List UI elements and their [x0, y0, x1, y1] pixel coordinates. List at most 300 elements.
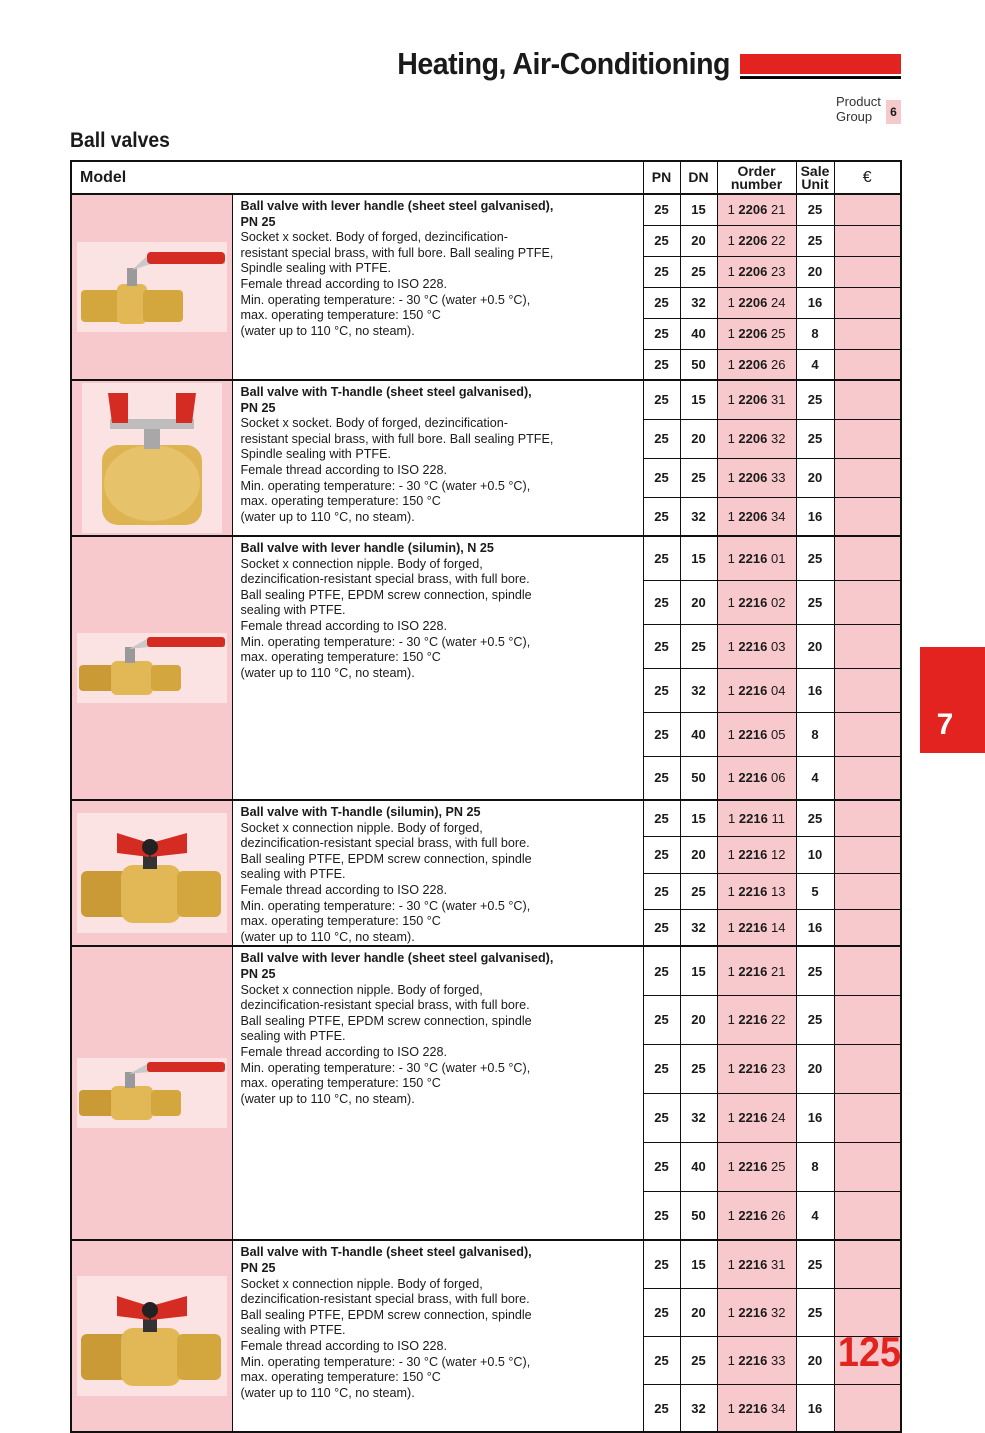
table-row [71, 536, 901, 580]
price-cell[interactable] [834, 318, 901, 349]
sale-unit-cell: 16 [796, 910, 834, 947]
column-header-model: Model [71, 161, 643, 194]
order-suffix: 26 [770, 356, 786, 372]
dn-cell: 32 [680, 287, 717, 318]
order-prefix: 1 [727, 295, 735, 310]
sale-unit-cell: 20 [796, 624, 834, 668]
dn-cell: 20 [680, 837, 717, 874]
price-cell[interactable] [834, 837, 901, 874]
dn-cell: 32 [680, 910, 717, 947]
order-prefix: 1 [727, 638, 735, 654]
sale-unit-cell: 25 [796, 194, 834, 225]
order-number-cell [717, 458, 796, 497]
order-suffix: 34 [770, 508, 786, 524]
price-cell[interactable] [834, 225, 901, 256]
order-number-cell [717, 1191, 796, 1240]
dn-cell: 50 [680, 349, 717, 380]
order-prefix: 1 [727, 550, 735, 566]
price-cell[interactable] [834, 580, 901, 624]
order-number-cell [717, 1288, 796, 1336]
dn-cell: 20 [680, 995, 717, 1044]
price-cell[interactable] [834, 873, 901, 910]
order-suffix: 01 [770, 550, 786, 566]
pn-cell: 25 [643, 1191, 680, 1240]
order-prefix: 1 [727, 264, 735, 279]
pn-cell: 25 [643, 419, 680, 458]
dn-cell: 50 [680, 756, 717, 800]
order-prefix: 1 [727, 202, 735, 218]
order-prefix: 1 [727, 1012, 735, 1028]
description-line: Ball sealing PTFE, EPDM screw connection, spindle [240, 1307, 532, 1322]
order-prefix: 1 [728, 811, 736, 827]
description-line: (water up to 110 °C, no steam). [240, 323, 415, 338]
pn-cell: 25 [643, 946, 680, 995]
order-suffix: 13 [770, 883, 786, 899]
dn-cell: 40 [680, 318, 717, 349]
sale-unit-cell: 4 [796, 1191, 834, 1240]
pn-cell: 25 [643, 1093, 680, 1142]
order-main: 2216 [738, 682, 768, 698]
order-number-cell [717, 1240, 796, 1288]
price-cell[interactable] [834, 497, 901, 536]
header-rule [740, 76, 901, 77]
description-line: Socket x connection nipple. Body of forged, [240, 820, 483, 835]
order-main: 2216 [738, 1159, 768, 1175]
product-title-line2: PN 25 [240, 214, 276, 229]
order-main: 2216 [738, 550, 768, 566]
price-cell[interactable] [834, 536, 901, 580]
product-title: Ball valve with lever handle (sheet steel galvanised), [240, 199, 554, 213]
product-image-cell [71, 380, 232, 536]
description-line: (water up to 110 °C, no steam). [240, 1091, 415, 1106]
description-line: Female thread according to ISO 228. [240, 618, 448, 633]
ball-valves-table [70, 160, 902, 1433]
order-suffix: 32 [770, 1304, 786, 1320]
dn-cell: 25 [680, 256, 717, 287]
description-line: sealing with PTFE. [240, 867, 346, 882]
t-handle-valve-image [72, 383, 232, 533]
order-prefix: 1 [727, 1208, 735, 1224]
order-suffix: 06 [770, 770, 786, 786]
sale-header-line2: Unit [801, 175, 829, 192]
dn-cell: 20 [680, 419, 717, 458]
dn-cell: 15 [680, 1240, 717, 1288]
order-main: 2206 [738, 508, 768, 524]
sale-unit-cell: 20 [796, 256, 834, 287]
order-number-cell [717, 349, 796, 380]
order-main: 2216 [738, 1012, 768, 1028]
order-suffix: 05 [770, 726, 786, 742]
column-header-dn: DN [680, 161, 717, 194]
product-description [232, 380, 643, 536]
pn-cell: 25 [643, 668, 680, 712]
order-number-cell [717, 225, 796, 256]
price-cell[interactable] [834, 380, 901, 419]
description-line: dezincification-resistant special brass, with full bore. [240, 998, 530, 1013]
sale-unit-cell: 16 [796, 287, 834, 318]
sale-unit-cell: 16 [796, 668, 834, 712]
order-number-cell [717, 756, 796, 800]
order-suffix: 32 [770, 431, 786, 446]
lever-handle-nipple-valve-image [72, 633, 232, 703]
order-suffix: 02 [770, 594, 786, 610]
order-suffix: 21 [770, 963, 786, 979]
order-number-cell [717, 1093, 796, 1142]
description-line: Min. operating temperature: - 30 °C (water +0.5 °C), [240, 898, 531, 913]
column-header-order-number [717, 161, 796, 194]
order-number-cell [717, 668, 796, 712]
product-description [232, 946, 643, 1240]
pn-cell: 25 [643, 497, 680, 536]
order-main: 2206 [738, 431, 768, 446]
order-number-cell [717, 800, 796, 837]
price-cell[interactable] [834, 349, 901, 380]
price-cell[interactable] [834, 1384, 901, 1432]
description-line: sealing with PTFE. [240, 603, 346, 618]
order-suffix: 12 [770, 847, 786, 863]
price-cell[interactable] [834, 1240, 901, 1288]
order-main: 2216 [738, 963, 768, 979]
order-prefix: 1 [727, 392, 735, 408]
dn-cell: 15 [680, 380, 717, 419]
pn-cell: 25 [643, 995, 680, 1044]
price-cell[interactable] [834, 668, 901, 712]
order-number-cell [717, 536, 796, 580]
dn-cell: 25 [680, 458, 717, 497]
description-line: Ball sealing PTFE, EPDM screw connection, spindle [240, 1013, 532, 1028]
order-main: 2216 [738, 1061, 768, 1077]
description-line: Spindle sealing with PTFE. [240, 261, 391, 276]
description-line: Min. operating temperature: - 30 °C (water +0.5 °C), [240, 1060, 531, 1075]
order-main: 2216 [738, 594, 768, 610]
order-suffix: 31 [770, 1257, 786, 1273]
t-handle-nipple-valve-image [72, 1276, 232, 1396]
dn-cell: 32 [680, 1384, 717, 1432]
order-main: 2216 [738, 1110, 768, 1126]
dn-cell: 25 [680, 1044, 717, 1093]
description-line: Socket x socket. Body of forged, dezincification- [240, 416, 508, 431]
order-prefix: 1 [727, 1352, 735, 1368]
description-line: Female thread according to ISO 228. [240, 1338, 448, 1353]
pn-cell: 25 [643, 800, 680, 837]
order-suffix: 11 [771, 811, 785, 827]
sale-unit-cell: 4 [796, 349, 834, 380]
sale-unit-cell: 8 [796, 1142, 834, 1191]
order-prefix: 1 [727, 326, 735, 341]
pn-cell: 25 [643, 580, 680, 624]
header-accent-bar [740, 54, 901, 77]
order-suffix: 14 [770, 920, 786, 936]
order-main: 2216 [738, 811, 768, 827]
product-title: Ball valve with T-handle (silumin), PN 25 [240, 805, 481, 819]
table-row [71, 380, 901, 419]
order-header-line2: number [730, 175, 783, 192]
order-prefix: 1 [727, 431, 735, 446]
price-cell[interactable] [834, 1191, 901, 1240]
product-title: Ball valve with lever handle (silumin), N 25 [240, 541, 494, 555]
description-line: Socket x connection nipple. Body of forged, [240, 1276, 483, 1291]
description-line: Female thread according to ISO 228. [240, 462, 448, 477]
order-main: 2216 [738, 770, 768, 786]
order-suffix: 23 [770, 264, 786, 279]
product-title-line2: PN 25 [240, 400, 276, 415]
order-number-cell [717, 995, 796, 1044]
product-description [232, 536, 643, 800]
order-prefix: 1 [727, 1061, 735, 1077]
order-prefix: 1 [727, 594, 735, 610]
price-cell[interactable] [834, 624, 901, 668]
order-main: 2216 [738, 1400, 768, 1416]
dn-cell: 32 [680, 1093, 717, 1142]
sale-unit-cell: 25 [796, 1288, 834, 1336]
description-line: Female thread according to ISO 228. [240, 882, 448, 897]
description-line: Spindle sealing with PTFE. [240, 447, 391, 462]
pn-cell: 25 [643, 712, 680, 756]
table-row [71, 800, 901, 837]
table-header-row [71, 161, 901, 194]
order-number-cell [717, 624, 796, 668]
order-prefix: 1 [727, 356, 735, 372]
order-suffix: 33 [770, 1352, 786, 1368]
product-title: Ball valve with T-handle (sheet steel galvanised), [240, 1245, 532, 1260]
pn-cell: 25 [643, 458, 680, 497]
sale-unit-cell: 25 [796, 225, 834, 256]
description-line: Socket x connection nipple. Body of forged, [240, 982, 483, 997]
order-main: 2206 [738, 264, 768, 279]
price-cell[interactable] [834, 1044, 901, 1093]
dn-cell: 20 [680, 1288, 717, 1336]
order-main: 2216 [738, 726, 768, 742]
description-line: (water up to 110 °C, no steam). [240, 665, 415, 680]
product-description [232, 1240, 643, 1432]
order-main: 2206 [738, 233, 768, 248]
price-cell[interactable] [834, 419, 901, 458]
description-line: max. operating temperature: 150 °C [240, 1076, 441, 1091]
description-line: Female thread according to ISO 228. [240, 276, 448, 291]
description-line: (water up to 110 °C, no steam). [240, 929, 415, 944]
product-image-cell [71, 194, 232, 380]
pn-cell: 25 [643, 194, 680, 225]
sale-unit-cell: 25 [796, 800, 834, 837]
sale-unit-cell: 25 [796, 580, 834, 624]
order-prefix: 1 [727, 1257, 735, 1273]
description-line: (water up to 110 °C, no steam). [240, 509, 415, 524]
page-header-title: Heating, Air-Conditioning [397, 46, 730, 81]
sale-unit-cell: 25 [796, 419, 834, 458]
description-line: Min. operating temperature: - 30 °C (water +0.5 °C), [240, 292, 531, 307]
order-main: 2216 [738, 1208, 768, 1224]
order-suffix: 25 [770, 326, 786, 341]
price-cell[interactable] [834, 910, 901, 947]
table-row [71, 1240, 901, 1288]
order-number-cell [717, 1044, 796, 1093]
order-number-cell [717, 946, 796, 995]
product-image-cell [71, 800, 232, 946]
order-prefix: 1 [727, 470, 735, 485]
sale-unit-cell: 8 [796, 712, 834, 756]
order-prefix: 1 [727, 726, 735, 742]
pn-cell: 25 [643, 910, 680, 947]
price-cell[interactable] [834, 800, 901, 837]
pn-cell: 25 [643, 1240, 680, 1288]
order-main: 2206 [738, 356, 768, 372]
dn-cell: 25 [680, 1336, 717, 1384]
price-cell[interactable] [834, 256, 901, 287]
order-number-cell [717, 256, 796, 287]
description-line: Min. operating temperature: - 30 °C (water +0.5 °C), [240, 634, 531, 649]
price-cell[interactable] [834, 287, 901, 318]
order-number-cell [717, 497, 796, 536]
order-suffix: 03 [770, 638, 786, 654]
order-prefix: 1 [727, 233, 735, 248]
product-group-label-line1: Product [836, 94, 881, 109]
dn-cell: 15 [680, 536, 717, 580]
price-cell[interactable] [834, 458, 901, 497]
order-prefix: 1 [727, 920, 735, 936]
dn-cell: 20 [680, 580, 717, 624]
description-line: dezincification-resistant special brass, with full bore. [240, 1292, 530, 1307]
order-number-cell [717, 194, 796, 225]
page-number: 125 [837, 1328, 901, 1375]
dn-cell: 40 [680, 712, 717, 756]
description-line: sealing with PTFE. [240, 1029, 346, 1044]
order-suffix: 31 [770, 392, 786, 408]
lever-handle-nipple-valve-image [72, 1058, 232, 1128]
dn-cell: 15 [680, 800, 717, 837]
table-row [71, 946, 901, 995]
product-group-number: 6 [886, 100, 901, 124]
price-cell[interactable] [834, 1142, 901, 1191]
product-title-line2: PN 25 [240, 966, 276, 981]
order-suffix: 22 [770, 233, 786, 248]
dn-cell: 32 [680, 668, 717, 712]
description-line: Female thread according to ISO 228. [240, 1044, 448, 1059]
order-number-cell [717, 837, 796, 874]
price-cell[interactable] [834, 1093, 901, 1142]
order-number-cell [717, 318, 796, 349]
product-group-label-line2: Group [836, 109, 873, 124]
order-prefix: 1 [727, 508, 735, 524]
product-image-cell [71, 536, 232, 800]
t-handle-nipple-valve-image [72, 813, 232, 933]
chapter-number: 7 [936, 708, 954, 741]
dn-cell: 15 [680, 946, 717, 995]
order-main: 2216 [738, 638, 768, 654]
pn-cell: 25 [643, 287, 680, 318]
order-suffix: 25 [770, 1159, 786, 1175]
product-title-line2: PN 25 [240, 1260, 276, 1275]
description-line: Min. operating temperature: - 30 °C (water +0.5 °C), [240, 478, 531, 493]
order-prefix: 1 [727, 682, 735, 698]
order-main: 2216 [738, 883, 768, 899]
section-title: Ball valves [70, 129, 170, 152]
pn-cell: 25 [643, 225, 680, 256]
description-line: resistant special brass, with full bore. Ball sealing PTFE, [240, 431, 554, 446]
sale-unit-cell: 8 [796, 318, 834, 349]
pn-cell: 25 [643, 624, 680, 668]
order-prefix: 1 [727, 1110, 735, 1126]
description-line: max. operating temperature: 150 °C [240, 494, 441, 509]
sale-header-line1: Sale [800, 162, 830, 179]
pn-cell: 25 [643, 318, 680, 349]
order-suffix: 24 [770, 1110, 786, 1126]
order-number-cell [717, 419, 796, 458]
order-prefix: 1 [727, 847, 735, 863]
order-prefix: 1 [727, 1304, 735, 1320]
pn-cell: 25 [643, 756, 680, 800]
order-prefix: 1 [727, 883, 735, 899]
dn-cell: 25 [680, 873, 717, 910]
description-line: max. operating temperature: 150 °C [240, 914, 441, 929]
order-main: 2206 [738, 295, 768, 310]
dn-cell: 20 [680, 225, 717, 256]
pn-cell: 25 [643, 536, 680, 580]
order-number-cell [717, 873, 796, 910]
product-description [232, 194, 643, 380]
order-main: 2216 [738, 920, 768, 936]
sale-unit-cell: 25 [796, 380, 834, 419]
order-suffix: 26 [770, 1208, 786, 1224]
order-main: 2216 [738, 1352, 768, 1368]
order-number-cell [717, 287, 796, 318]
order-number-cell [717, 1336, 796, 1384]
pn-cell: 25 [643, 1336, 680, 1384]
order-main: 2216 [738, 847, 768, 863]
description-line: dezincification-resistant special brass, with full bore. [240, 572, 530, 587]
product-group-label [836, 94, 881, 124]
order-number-cell [717, 712, 796, 756]
order-main: 2206 [738, 392, 768, 408]
order-prefix: 1 [727, 1400, 735, 1416]
price-cell[interactable] [834, 946, 901, 995]
price-cell[interactable] [834, 756, 901, 800]
description-line: Ball sealing PTFE, EPDM screw connection, spindle [240, 851, 532, 866]
description-line: Socket x connection nipple. Body of forged, [240, 556, 483, 571]
sale-unit-cell: 4 [796, 756, 834, 800]
sale-unit-cell: 25 [796, 995, 834, 1044]
pn-cell: 25 [643, 873, 680, 910]
description-line: dezincification-resistant special brass, with full bore. [240, 836, 530, 851]
dn-cell: 50 [680, 1191, 717, 1240]
product-image-cell [71, 946, 232, 1240]
description-line: resistant special brass, with full bore. Ball sealing PTFE, [240, 245, 554, 260]
product-image-cell [71, 1240, 232, 1432]
sale-unit-cell: 16 [796, 1093, 834, 1142]
description-line: max. operating temperature: 150 °C [240, 308, 441, 323]
order-prefix: 1 [727, 963, 735, 979]
sale-unit-cell: 20 [796, 458, 834, 497]
order-main: 2206 [738, 470, 768, 485]
product-title: Ball valve with lever handle (sheet steel galvanised), [240, 951, 554, 966]
description-line: max. operating temperature: 150 °C [240, 1370, 441, 1385]
description-line: (water up to 110 °C, no steam). [240, 1385, 415, 1400]
order-main: 2206 [738, 202, 768, 218]
pn-cell: 25 [643, 1288, 680, 1336]
order-suffix: 24 [770, 295, 786, 310]
description-line: Ball sealing PTFE, EPDM screw connection, spindle [240, 587, 532, 602]
price-cell[interactable] [834, 194, 901, 225]
order-suffix: 23 [770, 1061, 786, 1077]
description-line: sealing with PTFE. [240, 1323, 346, 1338]
order-suffix: 22 [770, 1012, 786, 1028]
order-suffix: 34 [770, 1400, 786, 1416]
price-cell[interactable] [834, 995, 901, 1044]
order-header-line1: Order [737, 162, 776, 179]
order-number-cell [717, 380, 796, 419]
dn-cell: 25 [680, 624, 717, 668]
sale-unit-cell: 5 [796, 873, 834, 910]
price-cell[interactable] [834, 712, 901, 756]
